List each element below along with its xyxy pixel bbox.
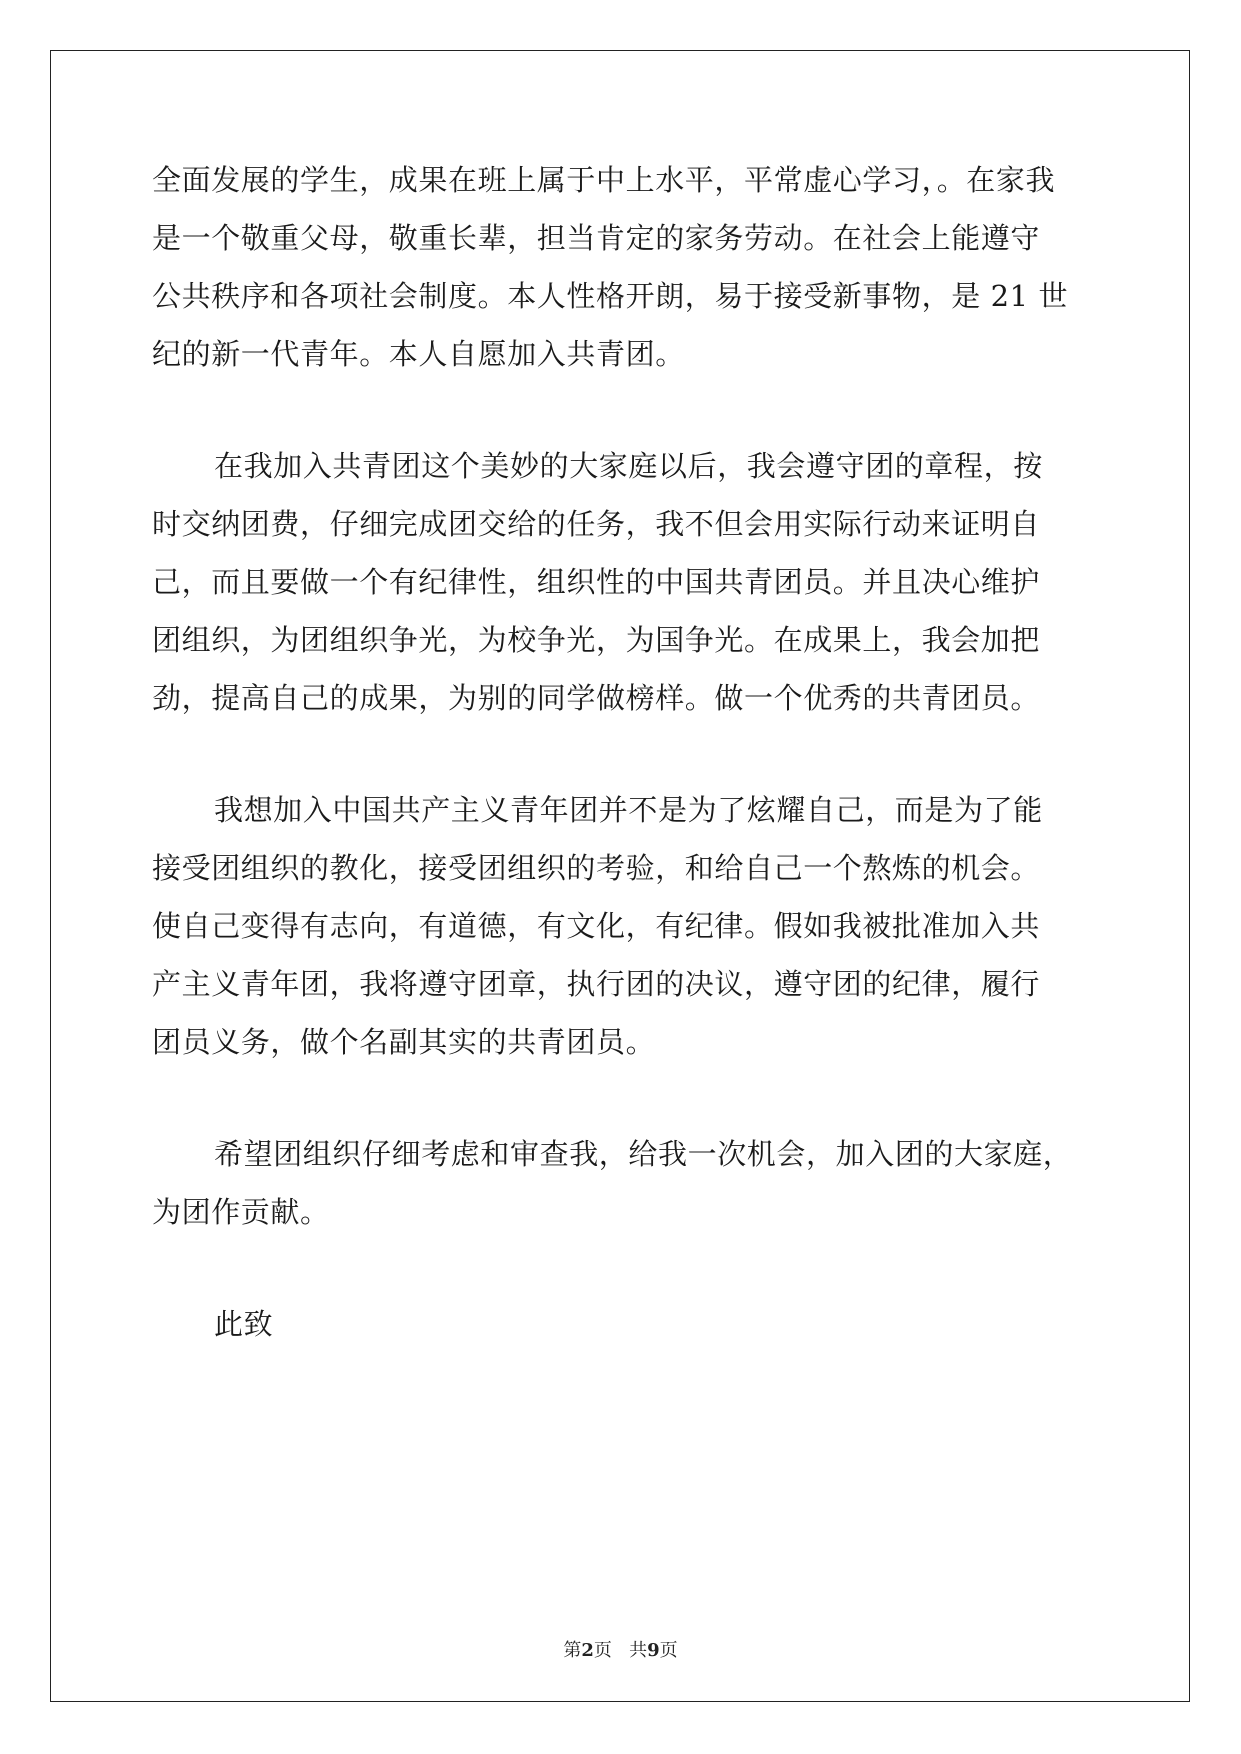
paragraph-first-line: 希望团组织仔细考虑和审查我，给我一次机会，加入团的大家庭， [214, 1137, 1073, 1171]
text-line: 劲，提高自己的成果，为别的同学做榜样。做一个优秀的共青团员。 [152, 681, 1041, 715]
text-line: 使自己变得有志向，有道德，有文化，有纪律。假如我被批准加入共 [152, 909, 1041, 943]
text-line: 时交纳团费，仔细完成团交给的任务，我不但会用实际行动来证明自 [152, 507, 1041, 541]
page-suffix: 页 [593, 1640, 612, 1661]
text-line: 接受团组织的教化，接受团组织的考验，和给自己一个熬炼的机会。 [152, 851, 1041, 885]
text-line: 全面发展的学生，成果在班上属于中上水平，平常虚心学习，。在家我 [152, 163, 1056, 197]
text-line: 纪的新一代青年。本人自愿加入共青团。 [152, 337, 685, 371]
text-line: 己，而且要做一个有纪律性，组织性的中国共青团员。并且决心维护 [152, 565, 1041, 599]
text-line: 为团作贡献。 [152, 1195, 330, 1229]
page-number: 2 [581, 1640, 594, 1661]
text-line: 团员义务，做个名副其实的共青团员。 [152, 1025, 656, 1059]
total-pages: 9 [647, 1640, 660, 1661]
total-suffix: 页 [659, 1640, 678, 1661]
total-prefix: 共 [629, 1640, 648, 1661]
paragraph-first-line: 在我加入共青团这个美妙的大家庭以后，我会遵守团的章程，按 [214, 449, 1043, 483]
page-prefix: 第 [563, 1640, 582, 1661]
paragraph-first-line: 我想加入中国共产主义青年团并不是为了炫耀自己，而是为了能 [214, 793, 1043, 827]
text-line: 团组织，为团组织争光，为校争光，为国争光。在成果上，我会加把 [152, 623, 1041, 657]
text-line: 公共秩序和各项社会制度。本人性格开朗，易于接受新事物，是 21 世 [152, 279, 1069, 313]
closing-salutation: 此致 [214, 1307, 274, 1341]
page-footer [0, 1636, 1241, 1662]
text-line: 产主义青年团，我将遵守团章，执行团的决议，遵守团的纪律，履行 [152, 967, 1041, 1001]
text-line: 是一个敬重父母，敬重长辈，担当肯定的家务劳动。在社会上能遵守 [152, 221, 1041, 255]
